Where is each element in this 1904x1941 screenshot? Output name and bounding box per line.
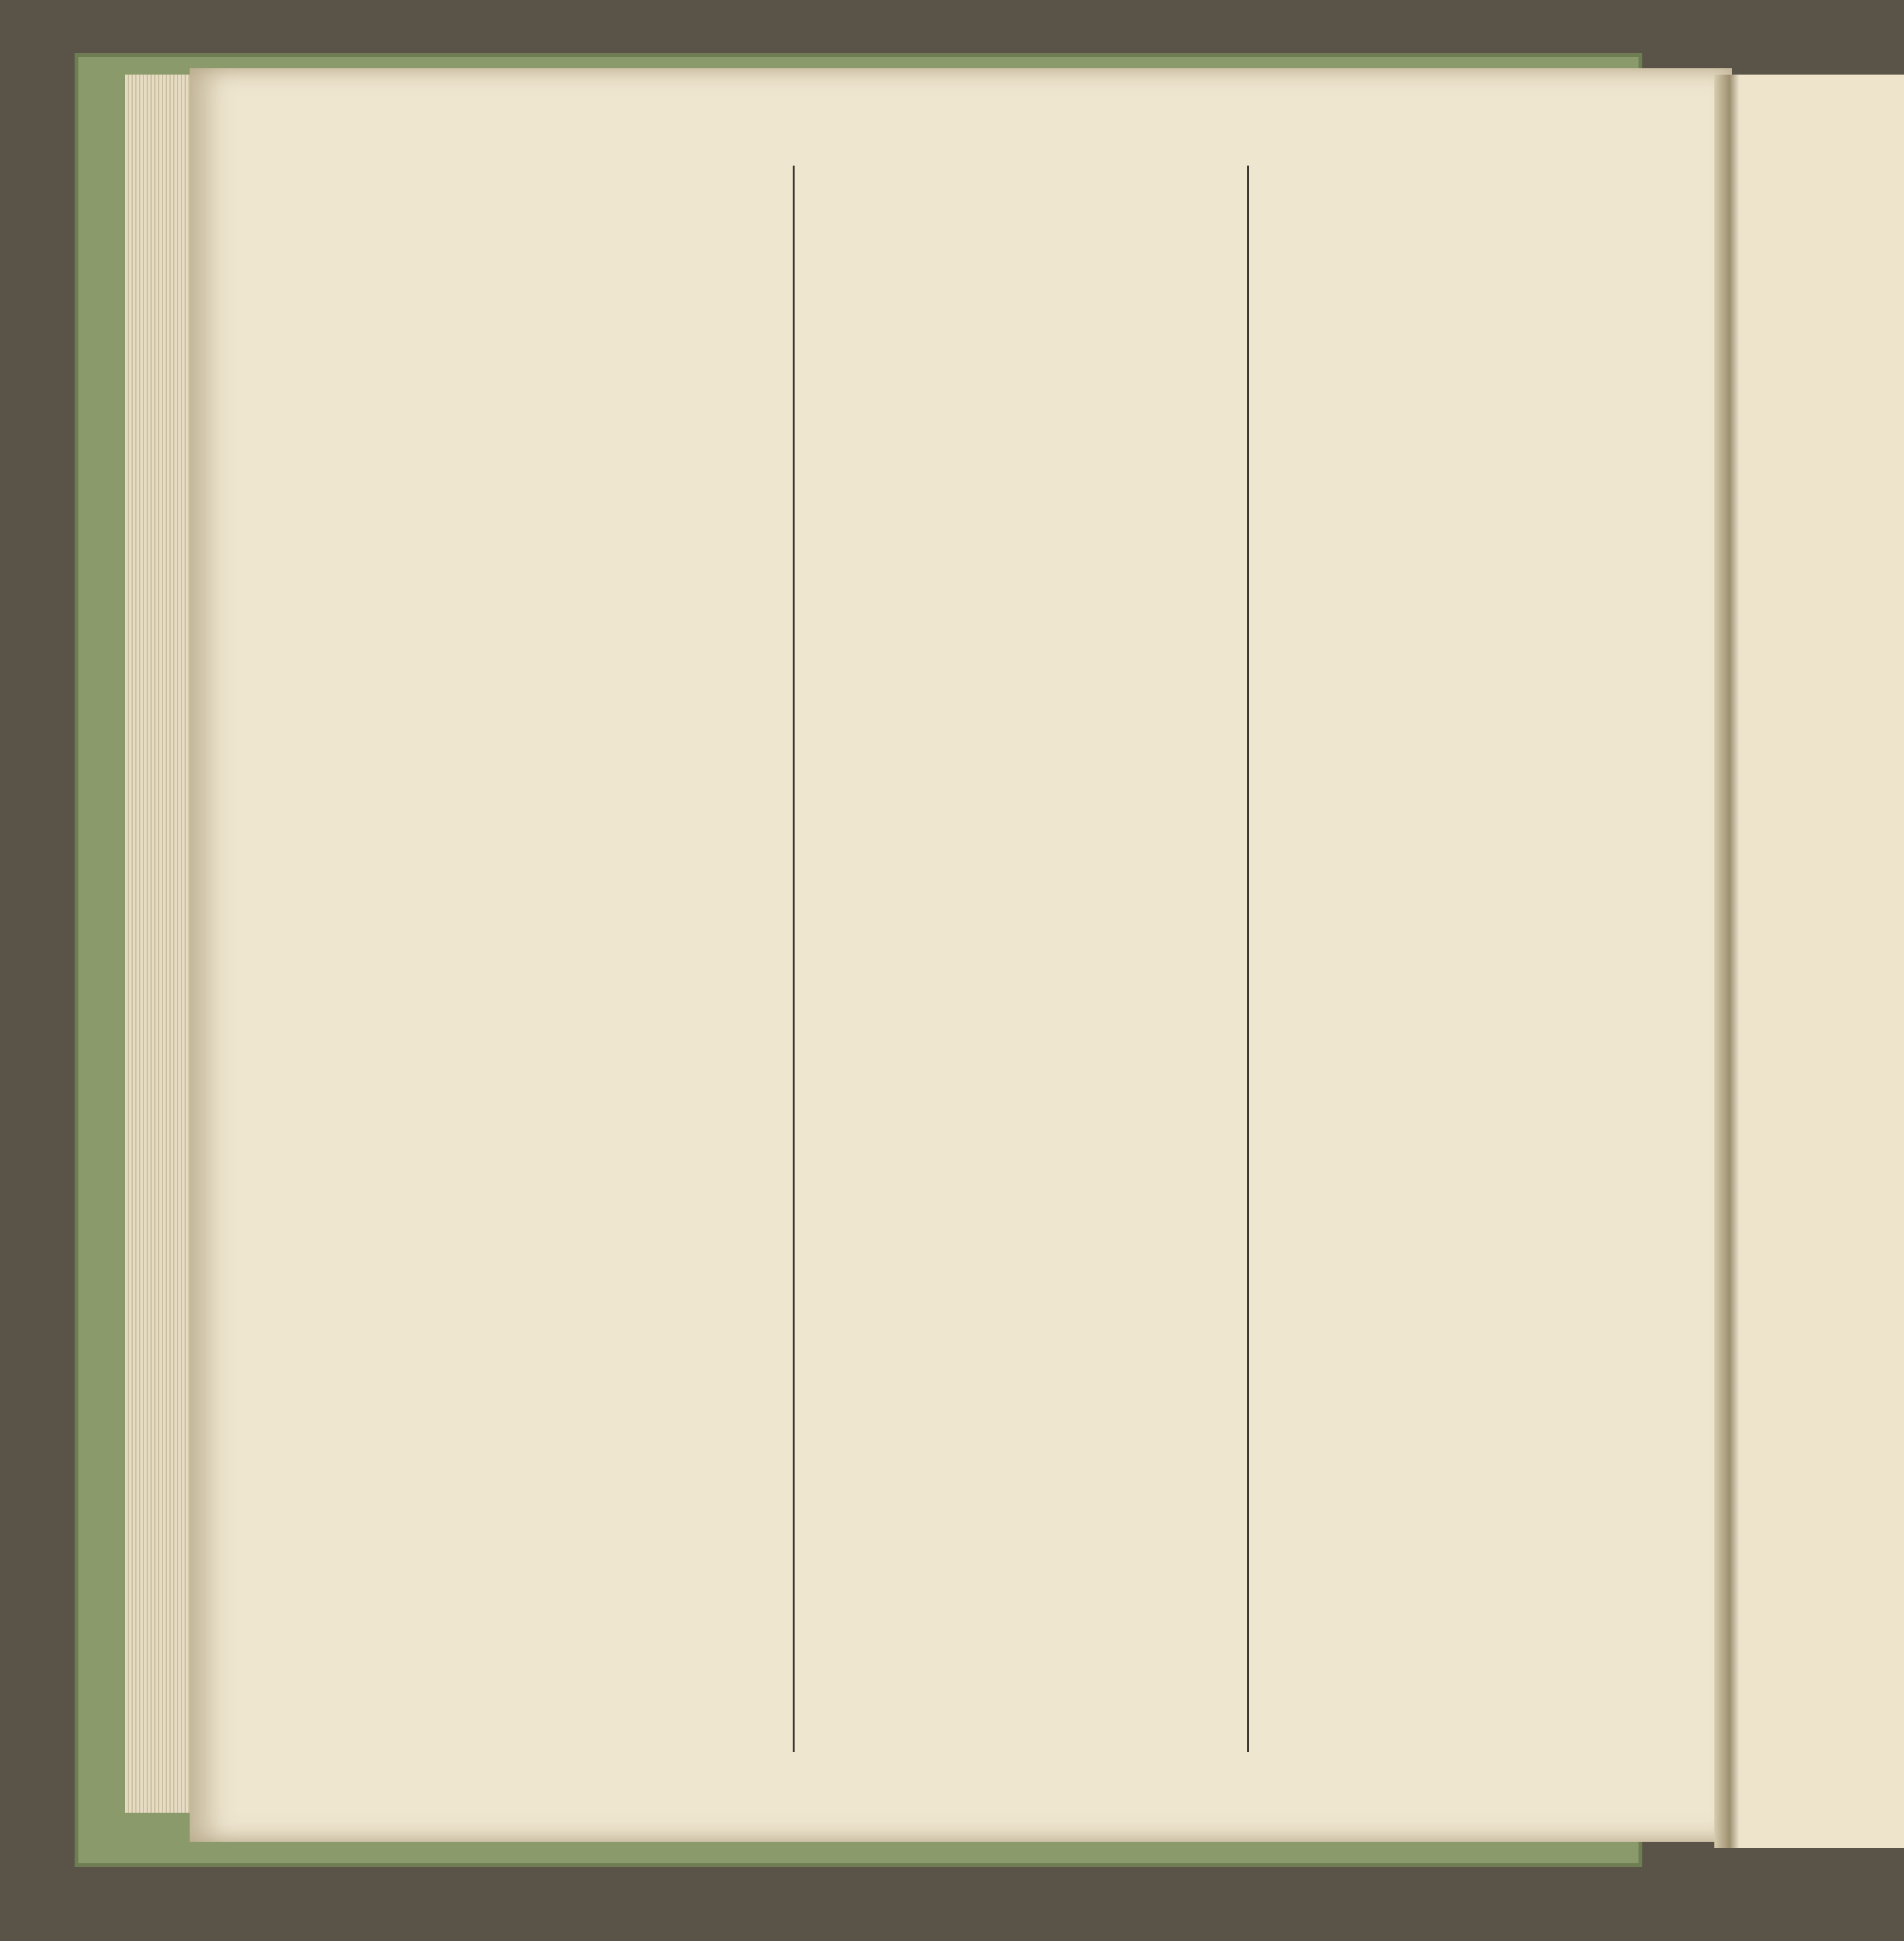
right-page-fragment xyxy=(1740,75,1904,1848)
column-rule xyxy=(793,166,795,1752)
book-gutter xyxy=(1714,75,1740,1848)
column-2 xyxy=(802,167,1235,1754)
column-rule xyxy=(1247,166,1249,1752)
column-3 xyxy=(1258,167,1694,1754)
column-1 xyxy=(345,167,784,1754)
